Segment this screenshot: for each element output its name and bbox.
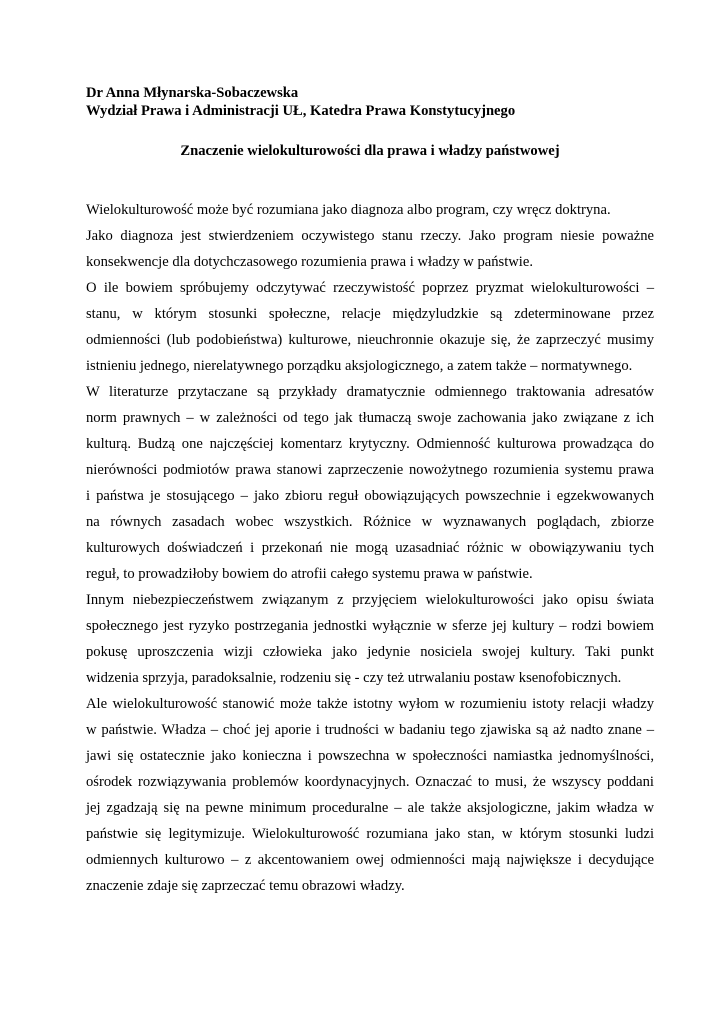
paragraph-line: kulturą. Budzą one najczęściej komentarz krytyczny. Odmienność kulturowa prowadząca do <box>86 436 654 452</box>
paragraph-line: pokusę uproszczenia wizji człowieka jako jedynie nosiciela swojej kultury. Taki punkt <box>86 644 654 660</box>
paragraph-line: reguł, to prowadziłoby bowiem do atrofii całego systemu prawa w państwie. <box>86 566 533 582</box>
paragraph-line: kulturowych doświadczeń i przekonań nie mogą uzasadniać różnic w obowiązywaniu tych <box>86 540 654 556</box>
paragraph-line: norm prawnych – w zależności od tego jak tłumaczą swoje zachowania jako związane z ich <box>86 410 654 426</box>
body-paragraph <box>86 275 654 379</box>
paragraph-line: na równych zasadach wobec wszystkich. Różnice w wyznawanych poglądach, zbiorze <box>86 514 654 530</box>
paragraph-line: Innym niebezpieczeństwem związanym z przyjęciem wielokulturowości jako opisu świata <box>86 592 654 608</box>
paragraph-line: państwie się legitymizuje. Wielokulturowość rozumiana jako stan, w którym stosunki ludzi <box>86 826 654 842</box>
paragraph-line: odmienności (lub podobieństwa) kulturowe, nieuchronnie okazuje się, że zaprzeczyć musimy <box>86 332 654 348</box>
author-name: Dr Anna Młynarska-Sobaczewska <box>86 85 299 101</box>
paragraph-line: w państwie. Władza – choć jej aporie i trudności w badaniu tego zjawiska są aż nadto znane – <box>86 722 654 738</box>
paragraph-line: istnieniu jednego, nierelatywnego porządku aksjologicznego, a zatem także – normatywnego. <box>86 358 633 374</box>
paragraph-line: Jako diagnoza jest stwierdzeniem oczywistego stanu rzeczy. Jako program niesie poważne <box>86 228 654 244</box>
paragraph-line: jawi się ostatecznie jako konieczna i powszechna w społeczności namiastka jednomyślności, <box>86 748 654 764</box>
author-affiliation: Wydział Prawa i Administracji UŁ, Katedra Prawa Konstytucyjnego <box>86 103 516 119</box>
body-paragraph <box>86 587 654 691</box>
paragraph-line: społecznego jest ryzyko postrzegania jednostki wyłącznie w sferze jej kultury – rodzi bowiem <box>86 618 654 634</box>
document-body <box>86 197 654 899</box>
paragraph-line: jej zgadzają się na pewne minimum proceduralne – ale także aksjologiczne, jakim władza w <box>86 800 654 816</box>
document-title: Znaczenie wielokulturowości dla prawa i władzy państwowej <box>180 143 560 159</box>
paragraph-line: W literaturze przytaczane są przykłady dramatycznie odmiennego traktowania adresatów <box>86 384 654 400</box>
document-page <box>86 84 654 899</box>
body-paragraph <box>86 197 654 223</box>
paragraph-line: widzenia sprzyja, paradoksalnie, rodzeniu się - czy też utrwalaniu postaw ksenofobicznych. <box>86 670 622 686</box>
paragraph-line: odmiennych kulturowo – z akcentowaniem owej odmienności mają największe i decydujące <box>86 852 654 868</box>
paragraph-line: Ale wielokulturowość stanowić może także istotny wyłom w rozumieniu istoty relacji władzy <box>86 696 654 712</box>
paragraph-line: i państwa je stosującego – jako zbioru reguł obowiązujących powszechnie i egzekwowanych <box>86 488 654 504</box>
body-paragraph <box>86 691 654 899</box>
paragraph-line: Wielokulturowość może być rozumiana jako diagnoza albo program, czy wręcz doktryna. <box>86 202 611 218</box>
paragraph-line: stanu, w którym stosunki społeczne, relacje międzyludzkie są zdeterminowane przez <box>86 306 654 322</box>
paragraph-line: konsekwencje dla dotychczasowego rozumienia prawa i władzy w państwie. <box>86 254 533 270</box>
paragraph-line: nierówności podmiotów prawa stanowi zaprzeczenie nowożytnego rozumienia systemu prawa <box>86 462 654 478</box>
paragraph-line: O ile bowiem spróbujemy odczytywać rzeczywistość poprzez pryzmat wielokulturowości – <box>86 280 654 296</box>
paragraph-line: ośrodek rozwiązywania problemów koordynacyjnych. Oznaczać to musi, że wszyscy poddani <box>86 774 654 790</box>
body-paragraph <box>86 223 654 275</box>
paragraph-line: znaczenie zdaje się zaprzeczać temu obrazowi władzy. <box>86 878 405 894</box>
body-paragraph <box>86 379 654 587</box>
